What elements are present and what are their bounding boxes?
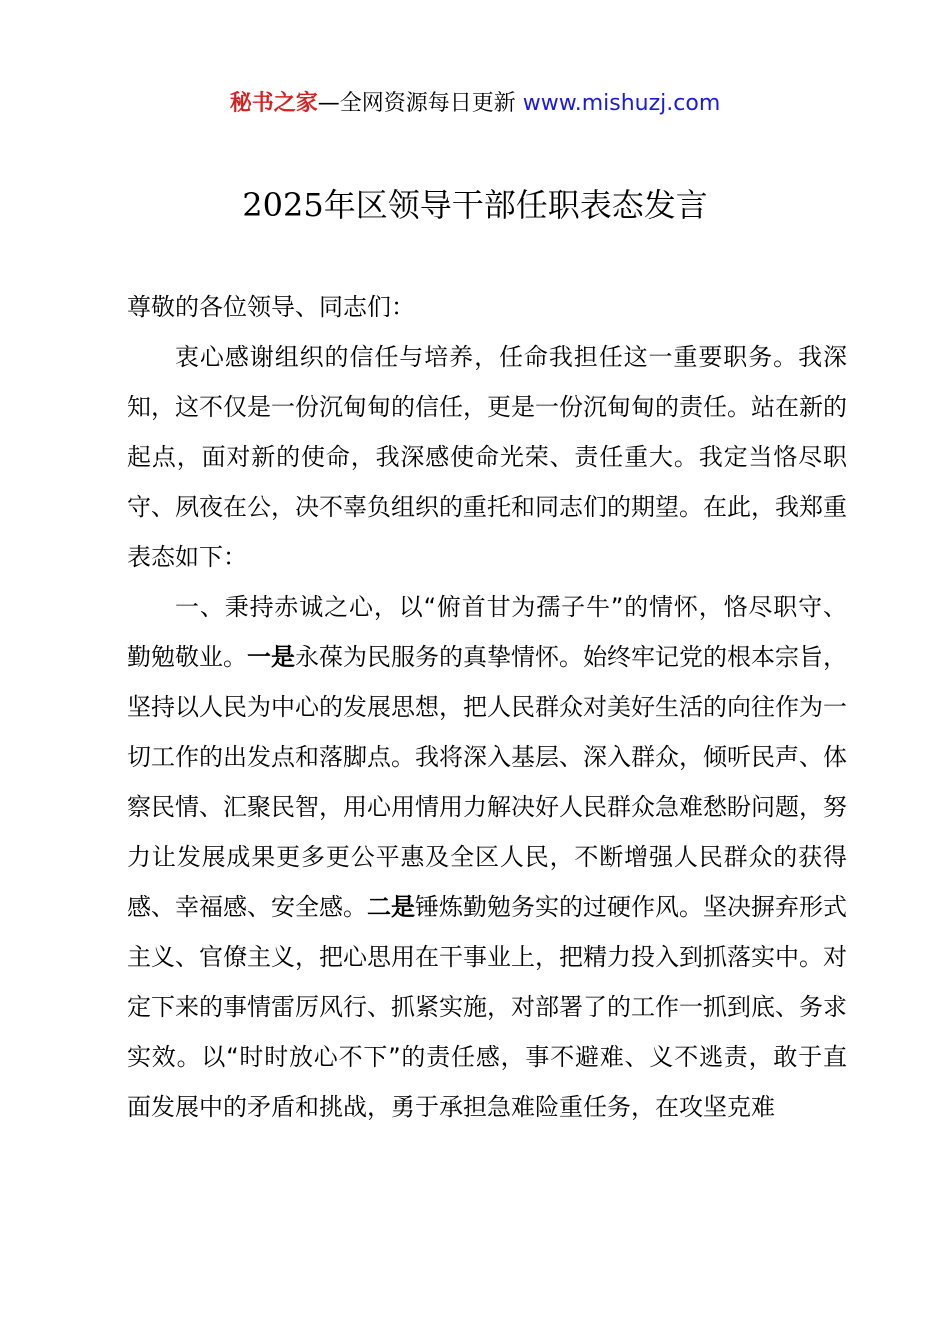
paragraph-intro: 衷心感谢组织的信任与培养，任命我担任这一重要职务。我深知，这不仅是一份沉甸甸的信任，更是一份沉甸甸的责任。站在新的起点，面对新的使命，我深感使命光荣、责任重大。我定当恪尽职守、夙夜在公，决不辜负组织的重托和同志们的期望。在此，我郑重表态如下： [127, 343, 847, 571]
paragraph-section-1 [127, 582, 847, 1132]
point-2-label: 二是 [367, 893, 415, 921]
header-tagline: —全网资源每日更新 [317, 91, 523, 116]
document-title: 2025年区领导干部任职表态发言 [242, 186, 708, 224]
document-body [127, 282, 847, 1132]
brand-name: 秘书之家 [229, 91, 318, 116]
point-2-text: 锤炼勤勉务实的过硬作风。坚决摒弃形式主义、官僚主义，把心思用在干事业上，把精力投入到抓落实中。对定下来的事情雷厉风行、抓紧实施，对部署了的工作一抓到底、务求实效。以“时时放心不下”的责任感，事不避难、义不逃责，敢于直面发展中的矛盾和挑战，勇于承担急难险重任务，在攻坚克难 [127, 893, 847, 1121]
site-url-link[interactable]: www.mishuzj.com [522, 91, 721, 116]
section-1-heading: 一、秉持赤诚之心，以“俯首甘为孺子牛”的情怀，恪尽职守、勤勉敬业。 [127, 593, 847, 671]
salutation: 尊敬的各位领导、同志们： [127, 293, 415, 321]
site-header [0, 88, 950, 120]
point-1-text: 永葆为民服务的真挚情怀。始终牢记党的根本宗旨，坚持以人民为中心的发展思想，把人民群众对美好生活的向往作为一切工作的出发点和落脚点。我将深入基层、深入群众，倾听民声、体察民情、汇聚民智，用心用情用力解决好人民群众急难愁盼问题，努力让发展成果更多更公平惠及全区人民，不断增强人民群众的获得感、幸福感、安全感。 [127, 643, 847, 921]
point-1-label: 一是 [247, 643, 295, 671]
